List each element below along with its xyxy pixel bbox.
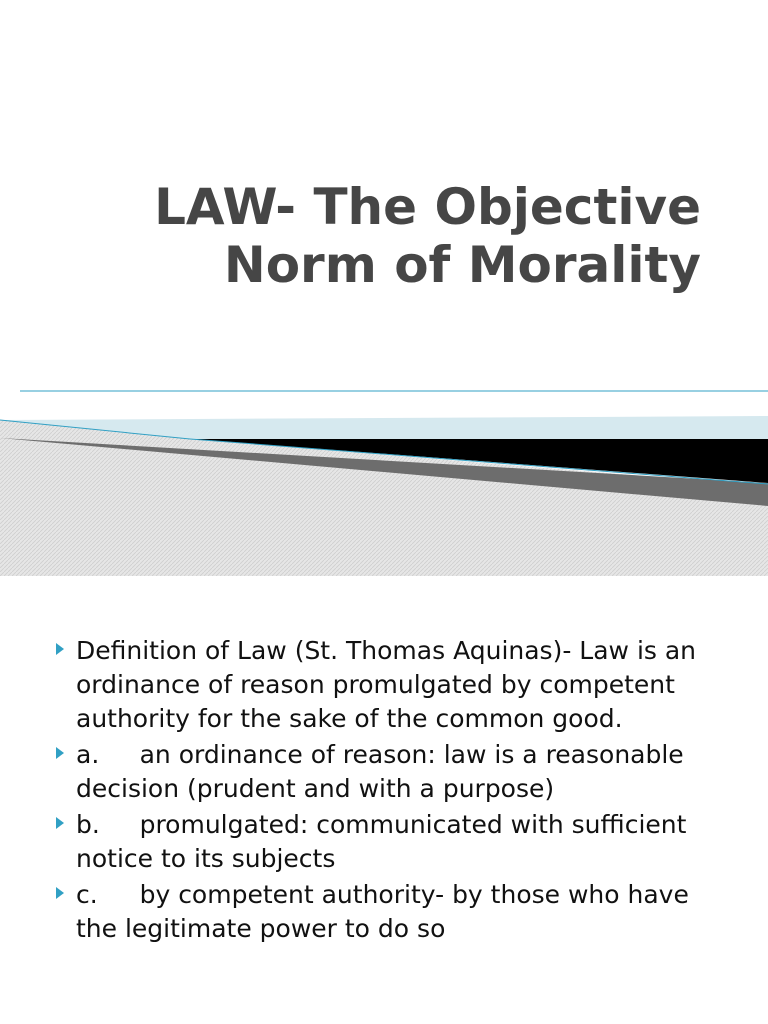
bullet-list bbox=[56, 634, 716, 946]
slide-title bbox=[61, 178, 701, 294]
content-slide bbox=[0, 576, 768, 1024]
triangle-bullet-icon bbox=[56, 817, 64, 829]
bullet-text: Definition of Law (St. Thomas Aquinas)- Law is an ordinance of reason promulgated by competent authority for the sake of the common good. bbox=[76, 636, 704, 733]
triangle-bullet-icon bbox=[56, 747, 64, 759]
bullet-item bbox=[56, 634, 716, 736]
title-line-1: LAW- The Objective bbox=[154, 178, 701, 236]
bullet-item bbox=[56, 738, 716, 806]
bullet-text: a. an ordinance of reason: law is a reasonable decision (prudent and with a purpose) bbox=[76, 740, 692, 803]
bullet-text: c. by competent authority- by those who have the legitimate power to do so bbox=[76, 880, 697, 943]
bullet-item bbox=[56, 878, 716, 946]
bullet-text: b. promulgated: communicated with sufficient notice to its subjects bbox=[76, 810, 695, 873]
triangle-bullet-icon bbox=[56, 643, 64, 655]
title-line-2: Norm of Morality bbox=[223, 236, 701, 294]
triangle-bullet-icon bbox=[56, 887, 64, 899]
decorative-banner bbox=[0, 380, 768, 576]
bullet-item bbox=[56, 808, 716, 876]
